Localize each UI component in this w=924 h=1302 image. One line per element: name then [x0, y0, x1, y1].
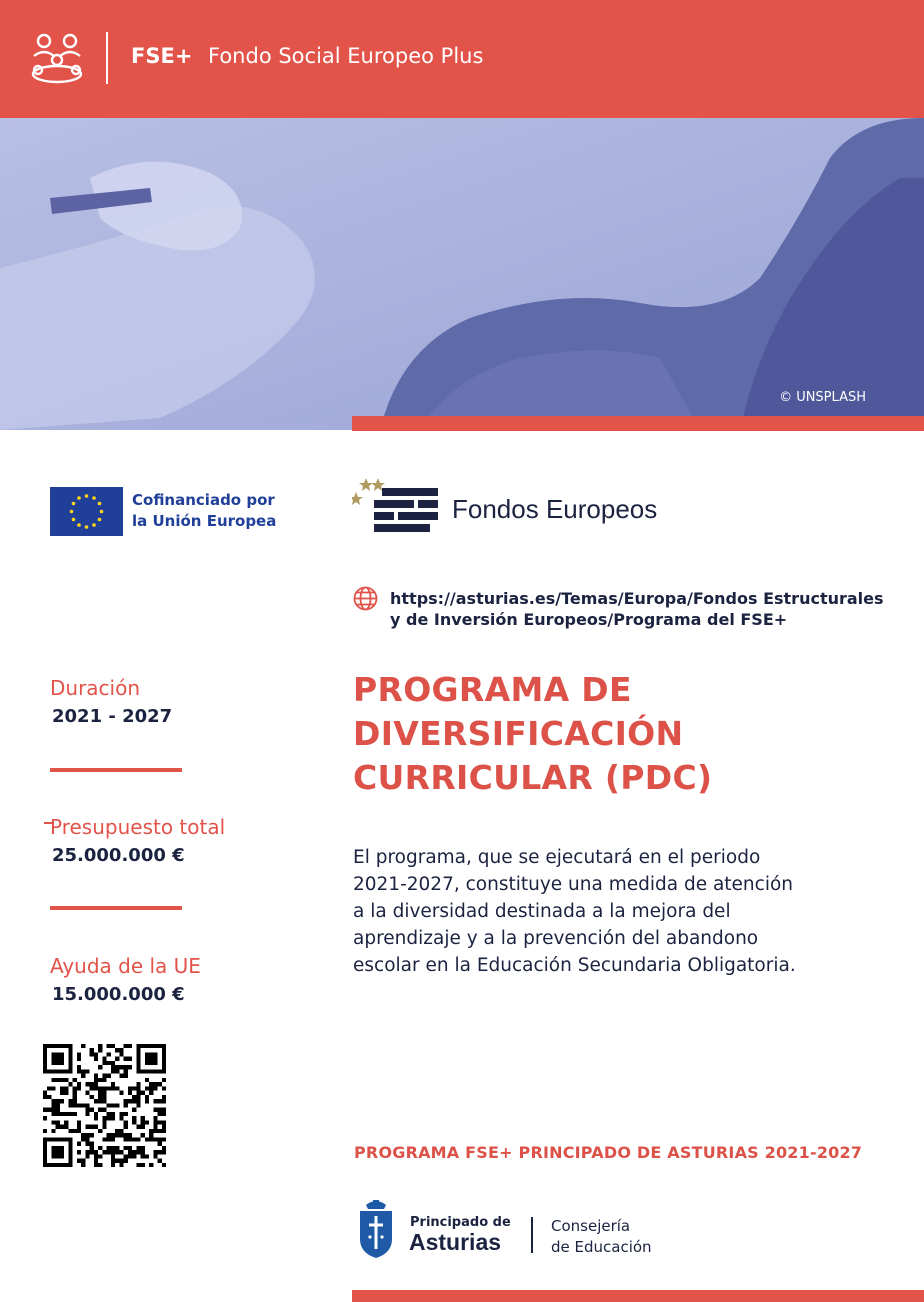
footer-divider [531, 1217, 533, 1253]
eu-cofinanced-label [132, 490, 276, 532]
stat-budget-label: Presupuesto total [50, 815, 226, 839]
brand-label: FSE+ [131, 44, 193, 68]
eu-line-2: la Unión Europea [132, 512, 277, 530]
description-line: a la diversidad destinada a la mejora del [353, 901, 731, 922]
accent-bar-bottom [352, 1290, 924, 1302]
accent-bar-top [352, 416, 924, 431]
stat-eu-aid-label: Ayuda de la UE [50, 954, 201, 978]
program-url-link[interactable] [390, 588, 884, 630]
program-description [353, 844, 873, 979]
consejeria-line-2: de Educación [551, 1238, 652, 1256]
stat-eu-aid-value: 15.000.000 € [52, 984, 185, 1005]
stat-divider [50, 906, 182, 910]
program-title [353, 668, 893, 800]
hero-photo [0, 118, 924, 430]
description-line: El programa, que se ejecutará en el periodo [353, 847, 761, 868]
principado-big-label: Asturias [409, 1229, 502, 1255]
stat-budget-value: 25.000.000 € [52, 845, 185, 866]
stat-duration-label: Duración [50, 676, 141, 700]
program-footer-title: PROGRAMA FSE+ PRINCIPADO DE ASTURIAS 2021-2027 [354, 1143, 863, 1162]
fondos-europeos-logo-icon [352, 478, 440, 538]
title-line-3: CURRICULAR (PDC) [353, 758, 713, 797]
description-line: escolar en la Educación Secundaria Obligatoria. [353, 955, 796, 976]
globe-icon [353, 586, 378, 611]
url-line-1[interactable]: https://asturias.es/Temas/Europa/Fondos Estructurales [390, 589, 884, 608]
stat-duration-value: 2021 - 2027 [52, 706, 173, 727]
description-line: 2021-2027, constituye una medida de atención [353, 874, 794, 895]
header-divider [106, 32, 108, 84]
header-banner [0, 0, 924, 118]
qr-modules [43, 1044, 166, 1167]
photo-credit: © UNSPLASH [779, 390, 866, 405]
stat-divider [50, 768, 182, 772]
url-line-2[interactable]: y de Inversión Europeos/Programa del FSE+ [390, 610, 788, 629]
title-line-1: PROGRAMA DE [353, 670, 632, 709]
fondos-europeos-label: Fondos Europeos [452, 494, 658, 524]
asturias-crest-icon [358, 1199, 394, 1259]
description-line: aprendizaje y a la prevención del abandono [353, 928, 759, 949]
consejeria-line-1: Consejería [551, 1217, 631, 1235]
eu-line-1: Cofinanciado por [132, 491, 275, 509]
principado-small-label: Principado de [410, 1215, 511, 1230]
hero-photo-illustration [0, 118, 924, 430]
brand-subtitle: Fondo Social Europeo Plus [208, 44, 484, 68]
consejeria-label [551, 1216, 652, 1258]
title-line-2: DIVERSIFICACIÓN [353, 714, 684, 753]
people-meeting-icon [30, 32, 86, 84]
eu-stars-icon [50, 487, 123, 536]
eu-flag-icon [50, 487, 123, 536]
qr-code-icon[interactable] [43, 1044, 166, 1167]
